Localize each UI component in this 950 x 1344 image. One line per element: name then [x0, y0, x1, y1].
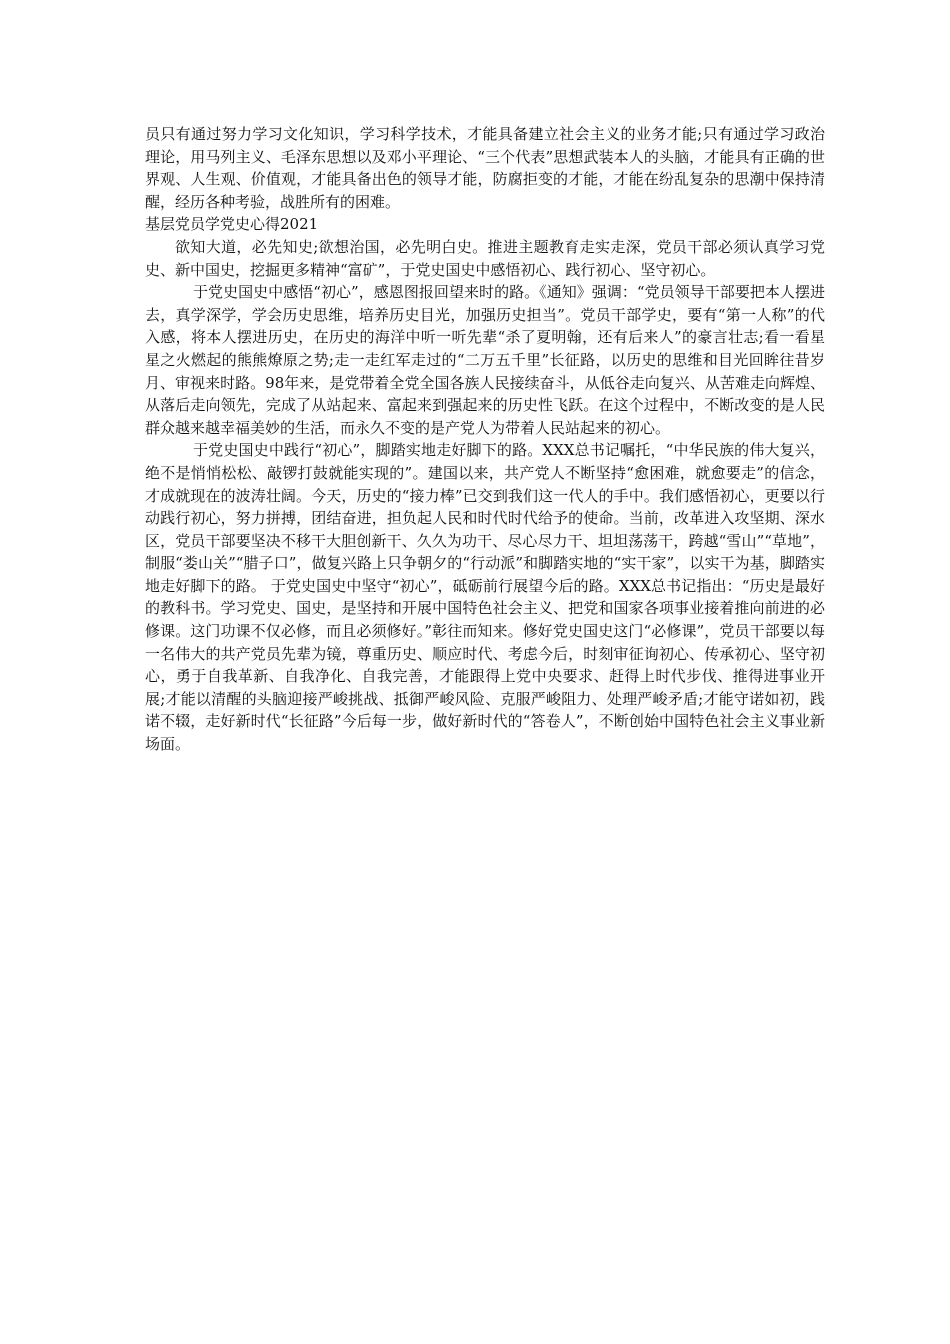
document-body — [145, 123, 825, 756]
document-title: 基层党员学党史心得2021 — [145, 215, 319, 234]
intro-paragraph: 员只有通过努力学习文化知识，学习科学技术，才能具备建立社会主义的业务才能;只有通过学习政治理论，用马列主义、毛泽东思想以及邓小平理论、“三个代表”思想武装本人的头脑，才能具有正确的世界观、人生观、价值观，才能具备出色的领导才能，防腐拒变的才能，才能在纷乱复杂的思潮中保持清醒，经历各种考验，战胜所有的困难。 — [145, 125, 825, 211]
paragraph-3: 于党史国史中践行“初心”，脚踏实地走好脚下的路。XXX总书记嘱托，“中华民族的伟大复兴，绝不是悄悄松松、敲锣打鼓就能实现的”。建国以来，共产党人不断坚持“愈困难，就愈要走”的信念，才成就现在的波涛壮阔。今天，历史的“接力棒”已交到我们这一代人的手中。我们感悟初心，更要以行动践行初心，努力拼搏，团结奋进，担负起人民和时代时代给予的使命。当前，改革进入攻坚期、深水区，党员干部要坚决不移干大胆创新干、久久为功干、尽心尽力干、坦坦荡荡干，跨越“雪山”“草地”，制服“娄山关”“腊子口”，做复兴路上只争朝夕的“行动派”和脚踏实地的“实干家”，以实干为基，脚踏实地走好脚下的路。 于党史国史中坚守“初心”，砥砺前行展望今后的路。XXX总书记指出：“历史是最好的教科书。学习党史、国史，是坚持和开展中国特色社会主义、把党和国家各项事业接着推向前进的必修课。这门功课不仅必修，而且必须修好。”彰往而知来。修好党史国史这门“必修课”，党员干部要以每一名伟大的共产党员先辈为镜，尊重历史、顺应时代、考虑今后，时刻审征询初心、传承初心、坚守初心，勇于自我革新、自我净化、自我完善，才能跟得上党中央要求、赶得上时代步伐、推得进事业开展;才能以清醒的头脑迎接严峻挑战、抵御严峻风险、克服严峻阻力、处理严峻矛盾;才能守诺如初，践诺不辍，走好新时代“长征路”今后每一步，做好新时代的“答卷人”，不断创始中国特色社会主义事业新场面。 — [145, 441, 825, 754]
paragraph-2: 于党史国史中感悟“初心”，感恩图报回望来时的路。《通知》强调：“党员领导干部要把本人摆进去，真学深学，学会历史思维，培养历史目光，加强历史担当”。党员干部学史，要有“第一人称”的代入感，将本人摆进历史，在历史的海洋中听一听先辈“杀了夏明翰，还有后来人”的豪言壮志;看一看星星之火燃起的熊熊燎原之势;走一走红军走过的“二万五千里”长征路，以历史的思维和目光回眸往昔岁月、审视来时路。98年来，是党带着全党全国各族人民接续奋斗，从低谷走向复兴、从苦难走向辉煌、从落后走向领先，完成了从站起来、富起来到强起来的历史性飞跃。在这个过程中，不断改变的是人民群众越来越幸福美妙的生活，而永久不变的是产党人为带着人民站起来的初心。 — [145, 283, 825, 437]
paragraph-1: 欲知大道，必先知史;欲想治国，必先明白史。推进主题教育走实走深，党员干部必须认真学习党史、新中国史，挖掘更多精神“富矿”，于党史国史中感悟初心、践行初心、坚守初心。 — [145, 237, 825, 279]
